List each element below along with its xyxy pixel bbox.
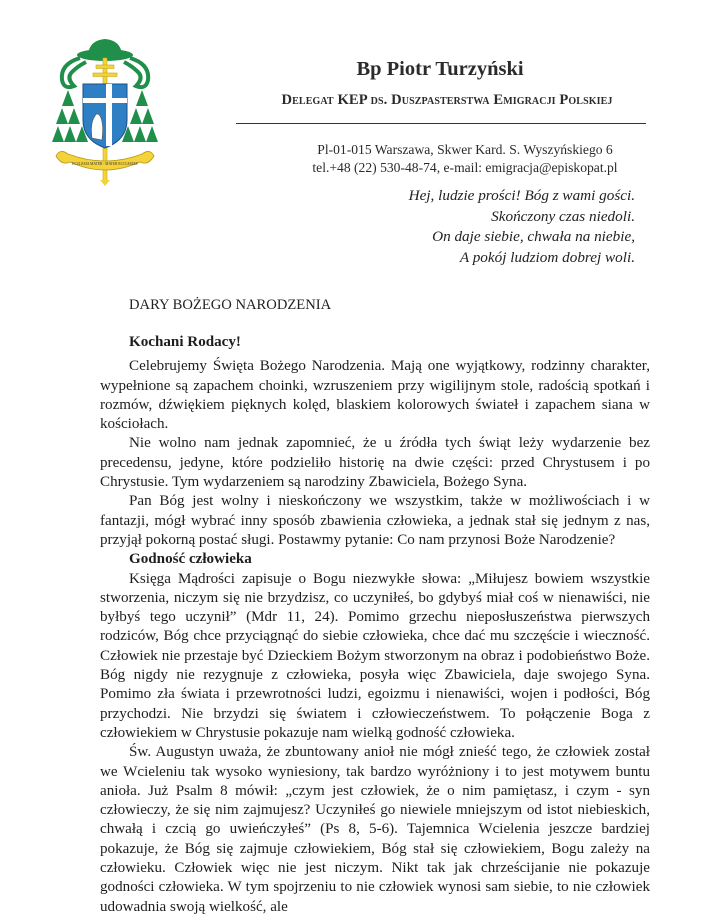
contact-info: tel.+48 (22) 530-48-74, e-mail: emigracja@episkopat.pl [312,160,618,175]
paragraph: Księga Mądrości zapisuje o Bogu niezwykłe słowa: „Miłujesz bowiem wszystkie stworzenia, niczym się nie brzydzisz, co uczyniłeś, bo gdybyś miał coś w nienawiści, nie byłbyś tego uczynił” (Mdr 11, 24). Pomimo grzechu nieposłuszeństwa pierwszych rodziców, Bóg chce przyciągnąć do siebie człowieka, chce dać mu szczęście i wieczność. Człowiek nie przestaje być Dzieckiem Bożym stworzonym na obraz i podobieństwo Boże. Bóg nigdy nie rezygnuje z człowieka, posyła więc Zbawiciela, daje swojego Syna. Pomimo zła świata i przewrotności ludzi, egoizmu i nienawiści, wojen i podłości, Bóg przychodzi. Nie brzydzi się światem i człowieczeństwem. To połączenie Boga z człowiekiem w Chrystusie pokazuje nam wielką godność człowieka. [100,570,650,741]
section-heading: Godność człowieka [129,551,252,568]
shield-cross-stem [106,84,112,146]
paragraph: Nie wolno nam jednak zapomnieć, że u źródła tych świąt leży wydarzenie bez precedensu, jedyne, które podzieliło historię na dwie części: przed Chrystusem i po Chrystusie. Tym wydarzeniem są narodziny Zbawiciela, Bożego Syna. [100,435,650,491]
paragraph: Celebrujemy Święta Bożego Narodzenia. Mają one wyjątkowy, rodzinny charakter, wypełnione są zapachem choinki, wzruszeniem przy wigilijnym stole, radością spotkań i rozmów, dźwiękiem pięknych kolęd, blaskiem kolorowych świateł i zapachem siana w kościołach. [100,358,650,433]
paragraph: Pan Bóg jest wolny i nieskończony we wszystkim, także w możliwościach i w fantazji, mógł wybrać inny sposób zbawienia człowieka, a jednak stał się jednym z nas, przyjął pokorną postać sługi. Postawmy pytanie: Co nam przynosi Boże Narodzenie? [100,493,650,548]
poem-line: A pokój ludziom dobrej woli. [459,248,635,266]
coat-of-arms-icon [50,28,160,188]
bishop-name: Bp Piotr Turzyński [356,58,524,80]
address-block [280,141,650,177]
cord-right [124,58,148,87]
poem-line: Hej, ludzie prości! Bóg z wami gości. [408,187,635,204]
bishop-role: Delegat KEP ds. Duszpasterstwa Emigracji Polskiej [281,92,613,108]
poem-line: Skończony czas niedoli. [491,207,635,225]
galero-crown [88,39,122,54]
greeting: Kochani Rodacy! [129,334,241,350]
letter-body [100,320,650,917]
shield [83,84,127,148]
cross-foot [100,180,110,186]
postal-address: Pl-01-015 Warszawa, Skwer Kard. S. Wyszyńskiego 6 [317,142,613,157]
document-title: DARY BOŻEGO NARODZENIA [129,297,332,313]
header-divider [236,123,646,124]
cord-left [62,58,86,87]
epigraph-poem [409,186,635,268]
motto-text: ECCLESIA MATER - MATER ECCLESIAE [72,162,138,166]
paragraph: Św. Augustyn uważa, że zbuntowany anioł nie mógł znieść tego, że człowiek został we Wcieleniu tak wysoko wyniesiony, tak bardzo wyróżniony i to jest motywem buntu anioła. Już Psalm 8 mówił: „czym jest człowiek, że o nim pamiętasz, i czym - syn człowieczy, że się nim zajmujesz? Uczyniłeś go niewiele mniejszym od istot niebieskich, chwałą i czcią go uwieńczyłeś” (Ps 8, 5-6). Tajemnica Wcielenia jeszcze bardziej pokazuje, że Bóg się zajmuje człowiekiem, Bóg stał się człowiekiem, Bogu zależy na człowieku. Człowiek więc nie jest niczym. Nikt tak jak chrześcijanie nie pokazuje godności człowieka. W tym spojrzeniu to nie człowiek wynosi sam siebie, to nie człowiek udowadnia swoją wielkość, ale [100,744,650,915]
shield-cross-bar [83,98,127,103]
poem-line: On daje siebie, chwała na niebie, [432,228,635,245]
